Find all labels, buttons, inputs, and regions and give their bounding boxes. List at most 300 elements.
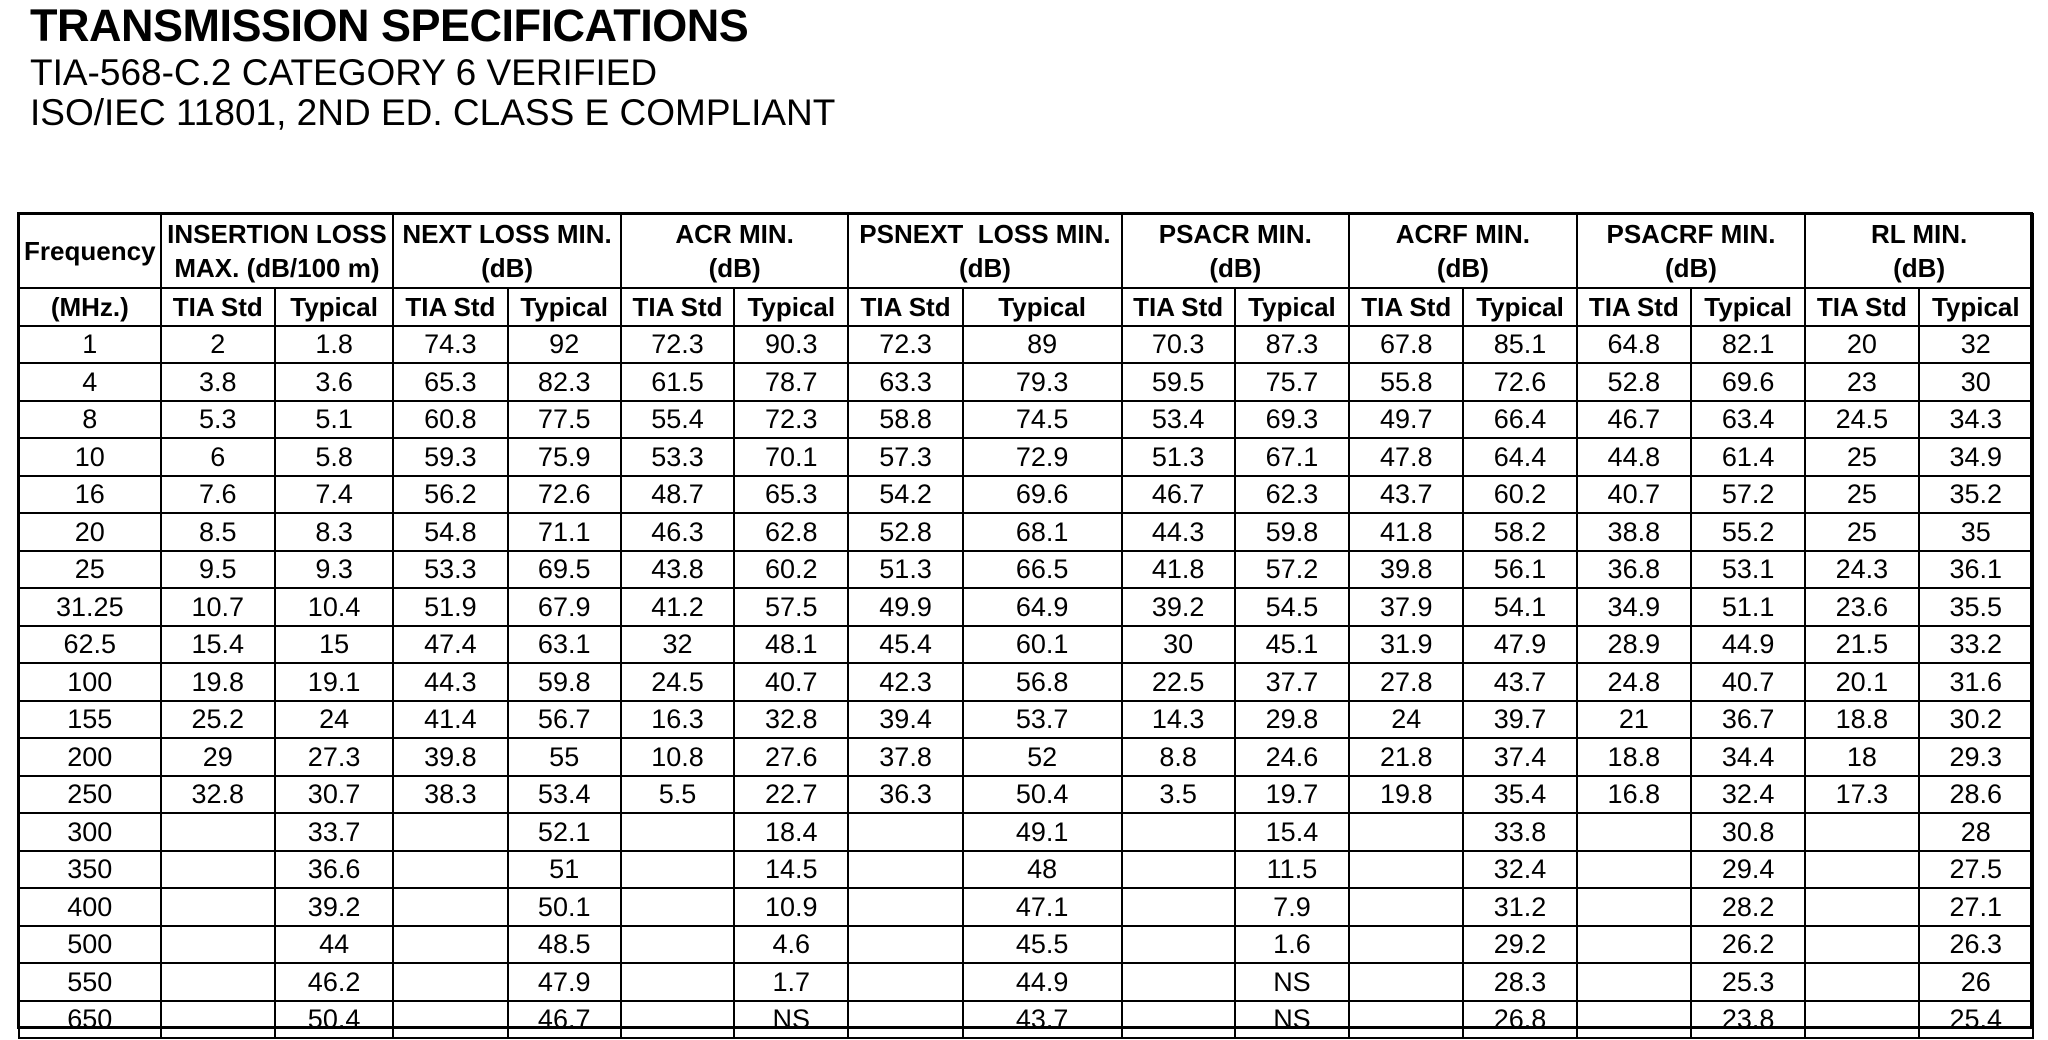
frequency-cell: 8 (19, 401, 161, 439)
value-cell: 41.4 (393, 701, 507, 739)
value-cell (621, 851, 734, 889)
value-cell (1805, 926, 1918, 964)
value-cell: 39.2 (1122, 588, 1235, 626)
value-cell: 28 (1919, 813, 2033, 851)
group-header-psacr (1122, 214, 1350, 288)
table-row (19, 851, 2033, 889)
table-row (19, 401, 2033, 439)
group-header-psacrf (1577, 214, 1806, 288)
value-cell: 36.6 (275, 851, 393, 889)
value-cell: 78.7 (734, 363, 848, 401)
value-cell: 92 (508, 326, 621, 364)
value-cell: 47.9 (508, 963, 621, 1001)
value-cell: 3.8 (161, 363, 275, 401)
frequency-cell: 300 (19, 813, 161, 851)
value-cell (1349, 1001, 1463, 1039)
value-cell: 49.1 (963, 813, 1122, 851)
value-cell: 67.8 (1349, 326, 1463, 364)
table-row (19, 701, 2033, 739)
sub-header-tia-std: TIA Std (1805, 288, 1918, 326)
table-row (19, 476, 2033, 514)
value-cell: 46.2 (275, 963, 393, 1001)
value-cell (848, 851, 962, 889)
group-header-line1: ACR MIN. (675, 219, 794, 249)
value-cell: 69.6 (963, 476, 1122, 514)
sub-header-tia-std: TIA Std (393, 288, 507, 326)
value-cell: 59.8 (1235, 513, 1349, 551)
value-cell: 55 (508, 738, 621, 776)
value-cell: 43.8 (621, 551, 734, 589)
value-cell: 32.4 (1463, 851, 1576, 889)
sub-header-tia-std: TIA Std (621, 288, 734, 326)
value-cell: 24.6 (1235, 738, 1349, 776)
subtitle-compliance: ISO/IEC 11801, 2ND ED. CLASS E COMPLIANT (30, 92, 836, 133)
value-cell: 1.7 (734, 963, 848, 1001)
value-cell: 68.1 (963, 513, 1122, 551)
table-row (19, 888, 2033, 926)
value-cell (848, 888, 962, 926)
value-cell: 41.2 (621, 588, 734, 626)
table-body (19, 326, 2033, 1039)
value-cell: 69.3 (1235, 401, 1349, 439)
value-cell: 74.3 (393, 326, 507, 364)
value-cell (161, 888, 275, 926)
value-cell: 82.1 (1691, 326, 1805, 364)
value-cell: 39.8 (393, 738, 507, 776)
value-cell (1349, 888, 1463, 926)
value-cell: 56.8 (963, 663, 1122, 701)
value-cell: 63.4 (1691, 401, 1805, 439)
value-cell: 82.3 (508, 363, 621, 401)
value-cell (161, 813, 275, 851)
value-cell (1577, 888, 1691, 926)
value-cell (848, 813, 962, 851)
value-cell: NS (1235, 963, 1349, 1001)
value-cell: 54.1 (1463, 588, 1576, 626)
value-cell: 77.5 (508, 401, 621, 439)
value-cell: 35.2 (1919, 476, 2033, 514)
value-cell: 26 (1919, 963, 2033, 1001)
value-cell: 69.5 (508, 551, 621, 589)
sub-header-typical: Typical (1235, 288, 1349, 326)
value-cell: 56.7 (508, 701, 621, 739)
table-row (19, 813, 2033, 851)
value-cell: 28.3 (1463, 963, 1576, 1001)
value-cell: 4.6 (734, 926, 848, 964)
value-cell: 29.2 (1463, 926, 1576, 964)
value-cell (1577, 926, 1691, 964)
value-cell: 18.8 (1805, 701, 1918, 739)
value-cell: 32 (621, 626, 734, 664)
table-row (19, 738, 2033, 776)
subtitle-category: TIA-568-C.2 CATEGORY 6 VERIFIED (30, 52, 658, 93)
value-cell: 6 (161, 438, 275, 476)
value-cell: 35.5 (1919, 588, 2033, 626)
value-cell: 8.5 (161, 513, 275, 551)
sub-header-tia-std: TIA Std (848, 288, 962, 326)
value-cell: 36.1 (1919, 551, 2033, 589)
sub-header-typical: Typical (734, 288, 848, 326)
value-cell (1122, 888, 1235, 926)
value-cell: 34.4 (1691, 738, 1805, 776)
value-cell: 46.7 (1577, 401, 1691, 439)
value-cell: 70.3 (1122, 326, 1235, 364)
value-cell: 66.4 (1463, 401, 1576, 439)
value-cell (621, 813, 734, 851)
value-cell: 31.9 (1349, 626, 1463, 664)
frequency-cell: 16 (19, 476, 161, 514)
value-cell: 51.9 (393, 588, 507, 626)
value-cell (1577, 851, 1691, 889)
value-cell: 54.8 (393, 513, 507, 551)
value-cell: 44.9 (963, 963, 1122, 1001)
value-cell: 11.5 (1235, 851, 1349, 889)
value-cell: 25 (1805, 438, 1918, 476)
value-cell: 7.9 (1235, 888, 1349, 926)
value-cell (1577, 813, 1691, 851)
value-cell: 5.8 (275, 438, 393, 476)
value-cell: 43.7 (963, 1001, 1122, 1039)
value-cell: 60.2 (734, 551, 848, 589)
value-cell: 57.5 (734, 588, 848, 626)
value-cell: 59.3 (393, 438, 507, 476)
frequency-cell: 31.25 (19, 588, 161, 626)
group-header-next-loss (393, 214, 621, 288)
value-cell: 9.5 (161, 551, 275, 589)
sub-header-typical: Typical (1691, 288, 1805, 326)
value-cell: 5.5 (621, 776, 734, 814)
table-row (19, 588, 2033, 626)
group-header-line1: PSACRF MIN. (1606, 219, 1776, 249)
value-cell: 30.2 (1919, 701, 2033, 739)
value-cell: 1.6 (1235, 926, 1349, 964)
value-cell: 65.3 (734, 476, 848, 514)
frequency-cell: 20 (19, 513, 161, 551)
value-cell: 36.3 (848, 776, 962, 814)
value-cell: 40.7 (1691, 663, 1805, 701)
table-row (19, 438, 2033, 476)
value-cell: 67.9 (508, 588, 621, 626)
value-cell: 35.4 (1463, 776, 1576, 814)
value-cell: 37.7 (1235, 663, 1349, 701)
value-cell: 27.5 (1919, 851, 2033, 889)
value-cell (1577, 963, 1691, 1001)
value-cell: 62.3 (1235, 476, 1349, 514)
sub-header-typical: Typical (963, 288, 1122, 326)
table-row (19, 363, 2033, 401)
group-header-acr (621, 214, 849, 288)
value-cell: 32.8 (161, 776, 275, 814)
value-cell: 28.6 (1919, 776, 2033, 814)
value-cell: 36.8 (1577, 551, 1691, 589)
group-header-line1: RL MIN. (1870, 219, 1968, 249)
value-cell: 36.7 (1691, 701, 1805, 739)
table-row (19, 1001, 2033, 1039)
value-cell (848, 926, 962, 964)
group-header-line2: (dB) (1209, 253, 1262, 283)
value-cell: 37.4 (1463, 738, 1576, 776)
value-cell: 58.2 (1463, 513, 1576, 551)
value-cell (1577, 1001, 1691, 1039)
value-cell: 22.7 (734, 776, 848, 814)
value-cell: 25.3 (1691, 963, 1805, 1001)
value-cell: 53.4 (508, 776, 621, 814)
value-cell: 25.4 (1919, 1001, 2033, 1039)
table-row (19, 513, 2033, 551)
value-cell: 19.1 (275, 663, 393, 701)
value-cell: 5.3 (161, 401, 275, 439)
value-cell: 24.3 (1805, 551, 1918, 589)
value-cell: 18.4 (734, 813, 848, 851)
value-cell (621, 888, 734, 926)
sub-header-tia-std: TIA Std (1122, 288, 1235, 326)
value-cell: 52.1 (508, 813, 621, 851)
value-cell: 45.5 (963, 926, 1122, 964)
value-cell (1349, 851, 1463, 889)
value-cell: 74.5 (963, 401, 1122, 439)
value-cell: 28.2 (1691, 888, 1805, 926)
value-cell: 15 (275, 626, 393, 664)
value-cell: 20.1 (1805, 663, 1918, 701)
group-header-line2: (dB) (481, 253, 534, 283)
value-cell: 72.3 (621, 326, 734, 364)
value-cell (1122, 963, 1235, 1001)
value-cell: 29.4 (1691, 851, 1805, 889)
value-cell: 10.9 (734, 888, 848, 926)
frequency-cell: 400 (19, 888, 161, 926)
value-cell: 3.6 (275, 363, 393, 401)
value-cell: 72.6 (1463, 363, 1576, 401)
value-cell: 47.4 (393, 626, 507, 664)
value-cell (848, 1001, 962, 1039)
value-cell: 26.2 (1691, 926, 1805, 964)
value-cell: 67.1 (1235, 438, 1349, 476)
value-cell: 31.6 (1919, 663, 2033, 701)
table-row (19, 551, 2033, 589)
value-cell: 34.9 (1577, 588, 1691, 626)
value-cell: 57.2 (1235, 551, 1349, 589)
value-cell: NS (1235, 1001, 1349, 1039)
value-cell: 44.3 (393, 663, 507, 701)
value-cell: 14.5 (734, 851, 848, 889)
value-cell: 51.1 (1691, 588, 1805, 626)
value-cell: 51.3 (848, 551, 962, 589)
value-cell: 64.4 (1463, 438, 1576, 476)
value-cell: 30.8 (1691, 813, 1805, 851)
frequency-header: Frequency (19, 214, 161, 288)
value-cell: 32.4 (1691, 776, 1805, 814)
value-cell: 24 (1349, 701, 1463, 739)
value-cell: 24.5 (621, 663, 734, 701)
value-cell: 64.8 (1577, 326, 1691, 364)
value-cell: 34.9 (1919, 438, 2033, 476)
value-cell: 60.2 (1463, 476, 1576, 514)
value-cell: 27.3 (275, 738, 393, 776)
value-cell: 21 (1577, 701, 1691, 739)
value-cell (621, 926, 734, 964)
group-header-line2: (dB) (708, 253, 761, 283)
value-cell: 28.9 (1577, 626, 1691, 664)
value-cell: NS (734, 1001, 848, 1039)
value-cell (1805, 813, 1918, 851)
sub-header-row (19, 288, 2033, 326)
value-cell: 41.8 (1349, 513, 1463, 551)
value-cell: 55.4 (621, 401, 734, 439)
value-cell: 29.3 (1919, 738, 2033, 776)
value-cell (1805, 851, 1918, 889)
value-cell: 10.4 (275, 588, 393, 626)
value-cell: 85.1 (1463, 326, 1576, 364)
value-cell (393, 1001, 507, 1039)
group-header-insertion-loss (161, 214, 394, 288)
value-cell: 75.7 (1235, 363, 1349, 401)
value-cell: 2 (161, 326, 275, 364)
value-cell: 53.4 (1122, 401, 1235, 439)
value-cell: 48.5 (508, 926, 621, 964)
value-cell: 8.3 (275, 513, 393, 551)
group-header-line1: NEXT LOSS MIN. (402, 219, 612, 249)
value-cell: 26.8 (1463, 1001, 1576, 1039)
value-cell: 47.8 (1349, 438, 1463, 476)
value-cell: 7.4 (275, 476, 393, 514)
value-cell: 30 (1919, 363, 2033, 401)
group-header-line1: ACRF MIN. (1395, 219, 1531, 249)
group-header-line1: PSACR MIN. (1158, 219, 1312, 249)
group-header-line2: (dB) (1664, 253, 1717, 283)
sub-header-tia-std: TIA Std (161, 288, 275, 326)
group-header-line1: INSERTION LOSS (167, 219, 387, 249)
value-cell: 89 (963, 326, 1122, 364)
group-header-line2: MAX. (dB/100 m) (174, 253, 380, 283)
group-header-rl (1805, 214, 2033, 288)
value-cell: 19.8 (1349, 776, 1463, 814)
value-cell (1349, 813, 1463, 851)
value-cell: 18 (1805, 738, 1918, 776)
value-cell: 57.3 (848, 438, 962, 476)
value-cell: 21.5 (1805, 626, 1918, 664)
value-cell (1349, 963, 1463, 1001)
value-cell: 29.8 (1235, 701, 1349, 739)
value-cell: 70.1 (734, 438, 848, 476)
group-header-acrf (1349, 214, 1577, 288)
value-cell: 52.8 (848, 513, 962, 551)
group-header-line2: (dB) (1436, 253, 1489, 283)
value-cell: 21.8 (1349, 738, 1463, 776)
value-cell: 47.1 (963, 888, 1122, 926)
sub-header-typical: Typical (275, 288, 393, 326)
value-cell (1122, 813, 1235, 851)
group-header-line1: PSNEXT LOSS MIN. (859, 219, 1111, 249)
value-cell: 26.3 (1919, 926, 2033, 964)
value-cell: 53.1 (1691, 551, 1805, 589)
value-cell (1805, 1001, 1918, 1039)
frequency-cell: 1 (19, 326, 161, 364)
value-cell: 15.4 (161, 626, 275, 664)
value-cell: 27.6 (734, 738, 848, 776)
frequency-cell: 550 (19, 963, 161, 1001)
value-cell: 16.3 (621, 701, 734, 739)
value-cell: 16.8 (1577, 776, 1691, 814)
value-cell: 79.3 (963, 363, 1122, 401)
value-cell (1349, 926, 1463, 964)
value-cell (1805, 888, 1918, 926)
value-cell: 56.2 (393, 476, 507, 514)
value-cell: 42.3 (848, 663, 962, 701)
table-row (19, 326, 2033, 364)
value-cell: 59.5 (1122, 363, 1235, 401)
value-cell: 66.5 (963, 551, 1122, 589)
value-cell: 29 (161, 738, 275, 776)
value-cell: 51 (508, 851, 621, 889)
value-cell: 50.4 (963, 776, 1122, 814)
value-cell: 41.8 (1122, 551, 1235, 589)
value-cell: 39.7 (1463, 701, 1576, 739)
value-cell (393, 926, 507, 964)
table-row (19, 663, 2033, 701)
value-cell (621, 963, 734, 1001)
value-cell (161, 963, 275, 1001)
value-cell (848, 963, 962, 1001)
frequency-unit-header: (MHz.) (19, 288, 161, 326)
value-cell: 54.5 (1235, 588, 1349, 626)
value-cell: 53.7 (963, 701, 1122, 739)
value-cell: 75.9 (508, 438, 621, 476)
value-cell: 33.2 (1919, 626, 2033, 664)
value-cell: 35 (1919, 513, 2033, 551)
value-cell: 63.3 (848, 363, 962, 401)
value-cell: 57.2 (1691, 476, 1805, 514)
value-cell: 54.2 (848, 476, 962, 514)
value-cell: 71.1 (508, 513, 621, 551)
value-cell: 64.9 (963, 588, 1122, 626)
value-cell: 23.6 (1805, 588, 1918, 626)
value-cell: 40.7 (734, 663, 848, 701)
value-cell (393, 851, 507, 889)
value-cell: 30.7 (275, 776, 393, 814)
value-cell: 47.9 (1463, 626, 1576, 664)
value-cell: 5.1 (275, 401, 393, 439)
value-cell: 61.4 (1691, 438, 1805, 476)
value-cell: 43.7 (1349, 476, 1463, 514)
value-cell: 34.3 (1919, 401, 2033, 439)
group-header-line2: (dB) (1893, 253, 1946, 283)
value-cell: 63.1 (508, 626, 621, 664)
value-cell: 38.8 (1577, 513, 1691, 551)
value-cell: 37.8 (848, 738, 962, 776)
value-cell: 72.3 (734, 401, 848, 439)
value-cell: 72.3 (848, 326, 962, 364)
value-cell: 65.3 (393, 363, 507, 401)
frequency-cell: 155 (19, 701, 161, 739)
value-cell: 44 (275, 926, 393, 964)
value-cell: 46.7 (1122, 476, 1235, 514)
value-cell (1805, 963, 1918, 1001)
value-cell: 59.8 (508, 663, 621, 701)
value-cell: 58.8 (848, 401, 962, 439)
value-cell: 44.9 (1691, 626, 1805, 664)
table-row (19, 926, 2033, 964)
frequency-cell: 100 (19, 663, 161, 701)
value-cell: 52.8 (1577, 363, 1691, 401)
value-cell: 53.3 (621, 438, 734, 476)
value-cell: 60.8 (393, 401, 507, 439)
value-cell: 39.4 (848, 701, 962, 739)
value-cell: 43.7 (1463, 663, 1576, 701)
value-cell: 37.9 (1349, 588, 1463, 626)
value-cell: 48.7 (621, 476, 734, 514)
value-cell: 18.8 (1577, 738, 1691, 776)
value-cell: 17.3 (1805, 776, 1918, 814)
